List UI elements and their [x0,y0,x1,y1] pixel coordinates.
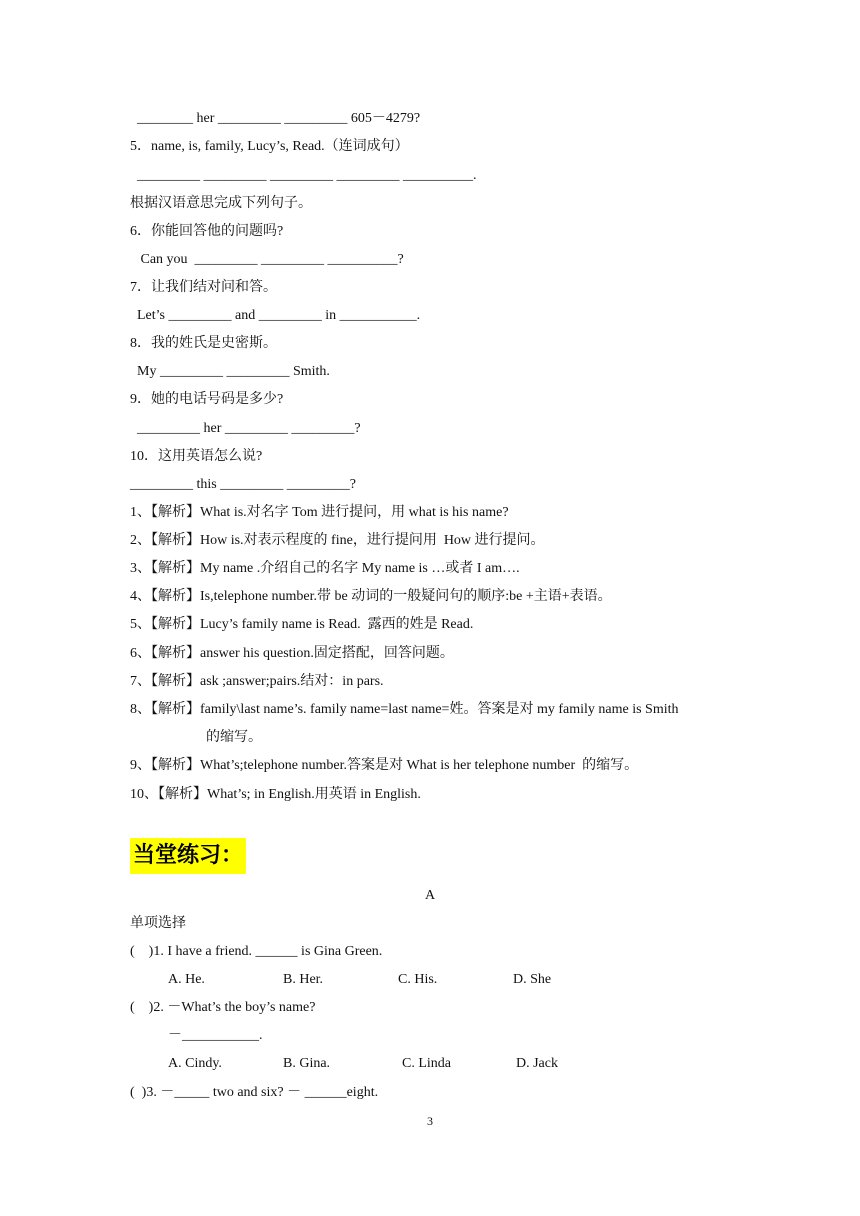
analysis-1: 1、【解析】What is.对名字 Tom 进行提问，用 what is his name? [130,505,509,520]
question-1-option-c: C. His. [398,972,438,987]
analysis-8-continued: 的缩写。 [206,730,262,745]
question-1: ( )1. I have a friend. ______ is Gina Green. [130,944,383,959]
question-2-option-d: D. Jack [516,1056,558,1071]
exercise-line-9-answer: _________ her _________ _________? [130,421,361,436]
exercise-line-10-answer: _________ this _________ _________? [130,477,356,492]
analysis-4: 4、【解析】Is,telephone number.带 be 动词的一般疑问句的顺序:be +主语+表语。 [130,589,612,604]
analysis-7: 7、【解析】ask ;answer;pairs.结对：in pars. [130,674,384,689]
question-1-option-a: A. He. [168,972,205,987]
exercise-line-8: 8．我的姓氏是史密斯。 [130,336,277,351]
analysis-3: 3、【解析】My name .介绍自己的名字 My name is …或者 I am…. [130,561,520,576]
question-2-option-a: A. Cindy. [168,1056,222,1071]
question-1-option-d: D. She [513,972,552,987]
exercise-line-7: 7．让我们结对问和答。 [130,280,277,295]
practice-heading: 当堂练习： [130,838,246,874]
exercise-line-5-answer: _________ _________ _________ _________ __________. [130,168,477,183]
analysis-6: 6、【解析】answer his question.固定搭配，回答问题。 [130,646,454,661]
analysis-2: 2、【解析】How is.对表示程度的 fine，进行提问用 How 进行提问。 [130,533,545,548]
exercise-line-8-answer: My _________ _________ Smith. [130,364,330,379]
exercise-line-4-answer: ________ her _________ _________ 605－4279? [130,111,421,126]
analysis-9: 9、【解析】What’s;telephone number.答案是对 What is her telephone number 的缩写。 [130,758,639,773]
question-3: ( )3. －_____ two and six? － ______eight. [130,1085,379,1100]
section-instruction: 根据汉语意思完成下列句子。 [130,196,312,211]
question-2: ( )2. －What’s the boy’s name? [130,1000,316,1015]
exercise-line-9: 9．她的电话号码是多少? [130,392,284,407]
analysis-8: 8、【解析】family\last name’s. family name=last name=姓。答案是对 my family name is Smith [130,702,679,717]
exercise-line-6: 6．你能回答他的问题吗? [130,224,284,239]
question-2-option-b: B. Gina. [283,1056,331,1071]
single-choice-title: 单项选择 [130,916,186,931]
exercise-line-6-answer: Can you _________ _________ __________? [130,252,404,267]
analysis-10: 10、【解析】What’s; in English.用英语 in English. [130,787,421,802]
question-2-answer-blank: －___________. [168,1028,263,1043]
exercise-line-10: 10．这用英语怎么说? [130,449,263,464]
exercise-line-5: 5．name, is, family, Lucy’s, Read.（连词成句） [130,139,409,154]
page-number: 3 [427,1114,433,1128]
question-1-option-b: B. Her. [283,972,324,987]
question-2-option-c: C. Linda [402,1056,451,1071]
analysis-5: 5、【解析】Lucy’s family name is Read. 露西的姓是 Read. [130,617,474,632]
exercise-line-7-answer: Let’s _________ and _________ in ___________. [130,308,421,323]
section-label: A [424,888,436,903]
